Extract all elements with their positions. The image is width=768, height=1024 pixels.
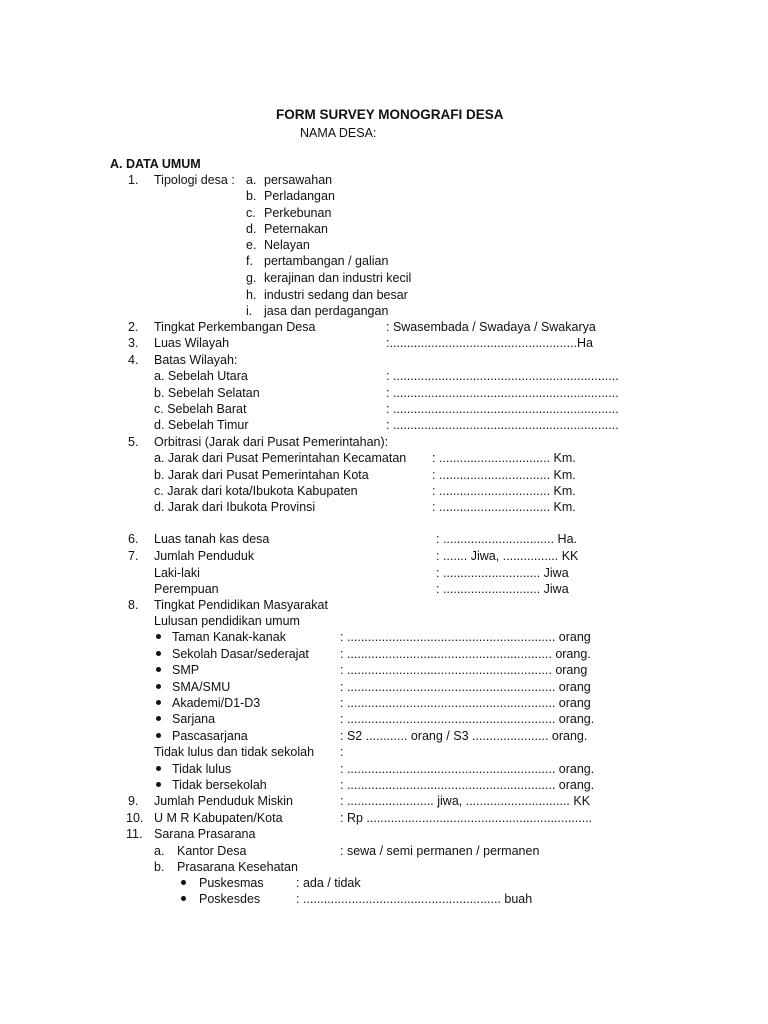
not-graduated-colon: : xyxy=(340,745,344,759)
village-land-label: Luas tanah kas desa xyxy=(154,532,270,546)
section-heading: A. DATA UMUM xyxy=(110,157,201,171)
education-row-value: : ............................................................ orang. xyxy=(340,762,595,776)
development-level-value: : Swasembada / Swadaya / Swakarya xyxy=(386,320,596,334)
item-number: 11. xyxy=(126,827,143,841)
option-text: Perkebunan xyxy=(264,206,332,220)
option-text: Perladangan xyxy=(264,189,335,203)
not-graduated-label: Tidak lulus dan tidak sekolah xyxy=(154,745,315,759)
item-number: 9. xyxy=(128,794,139,808)
education-row-value: : ........................................................... orang. xyxy=(340,647,591,661)
option-letter: i. xyxy=(246,304,253,318)
boundary-row-label: b. Sebelah Selatan xyxy=(154,386,260,400)
item-number: 1. xyxy=(128,173,139,187)
distance-row-value: : ................................ Km. xyxy=(432,500,576,514)
health-row-label: Poskesdes xyxy=(199,892,261,906)
bullet-icon xyxy=(156,761,161,777)
distance-row-value: : ................................ Km. xyxy=(432,451,576,465)
distance-row-value: : ................................ Km. xyxy=(432,468,576,482)
education-row-label: Sarjana xyxy=(172,712,216,726)
option-letter: h. xyxy=(246,288,257,302)
distance-row-label: d. Jarak dari Ibukota Provinsi xyxy=(154,500,316,514)
education-row-value: : ............................................................ orang xyxy=(340,696,591,710)
boundary-label: Batas Wilayah: xyxy=(154,353,238,367)
health-facilities-label: Prasarana Kesehatan xyxy=(177,860,298,874)
female-label: Perempuan xyxy=(154,582,219,596)
item-number: 4. xyxy=(128,353,139,367)
education-row-value: : S2 ............ orang / S3 ...................... orang. xyxy=(340,729,588,743)
bullet-icon xyxy=(181,875,186,891)
bullet-icon xyxy=(156,662,161,678)
option-letter: d. xyxy=(246,222,257,236)
item-number: 5. xyxy=(128,435,139,449)
area-value: :......................................................Ha xyxy=(386,336,593,350)
education-row-label: Taman Kanak-kanak xyxy=(172,630,286,644)
education-row-value: : ............................................................ orang. xyxy=(340,778,595,792)
distance-row-label: b. Jarak dari Pusat Pemerintahan Kota xyxy=(154,468,369,482)
bullet-icon xyxy=(156,679,161,695)
education-row-value: : ............................................................ orang xyxy=(340,680,591,694)
education-row-label: Akademi/D1-D3 xyxy=(172,696,261,710)
boundary-row-value: : ................................................................. xyxy=(386,386,619,400)
boundary-row-label: a. Sebelah Utara xyxy=(154,369,248,383)
education-label: Tingkat Pendidikan Masyarakat xyxy=(154,598,328,612)
item-number: 8. xyxy=(128,598,139,612)
min-wage-value: : Rp ................................................................. xyxy=(340,811,593,825)
education-row-label: SMA/SMU xyxy=(172,680,231,694)
education-row-value: : ............................................................ orang xyxy=(340,630,591,644)
item-number: 2. xyxy=(128,320,139,334)
poor-population-value: : ......................... jiwa, .............................. KK xyxy=(340,794,591,808)
development-level-label: Tingkat Perkembangan Desa xyxy=(154,320,316,334)
item-number: 6. xyxy=(128,532,139,546)
bullet-icon xyxy=(156,711,161,727)
population-label: Jumlah Penduduk xyxy=(154,549,255,563)
option-text: jasa dan perdagangan xyxy=(264,304,389,318)
boundary-row-label: c. Sebelah Barat xyxy=(154,402,247,416)
bullet-icon xyxy=(156,728,161,744)
village-office-value: : sewa / semi permanen / permanen xyxy=(340,844,540,858)
form-title: FORM SURVEY MONOGRAFI DESA xyxy=(276,107,504,122)
bullet-icon xyxy=(156,777,161,793)
boundary-row-label: d. Sebelah Timur xyxy=(154,418,249,432)
item-number: 3. xyxy=(128,336,139,350)
poor-population-label: Jumlah Penduduk Miskin xyxy=(154,794,293,808)
option-text: industri sedang dan besar xyxy=(264,288,408,302)
option-text: Peternakan xyxy=(264,222,328,236)
graduates-label: Lulusan pendidikan umum xyxy=(154,614,300,628)
education-row-label: Sekolah Dasar/sederajat xyxy=(172,647,309,661)
education-row-value: : ........................................................... orang xyxy=(340,663,588,677)
health-row-value: : ada / tidak xyxy=(296,876,361,890)
option-text: Nelayan xyxy=(264,238,310,252)
health-row-value: : ......................................................... buah xyxy=(296,892,533,906)
education-row-label: Tidak lulus xyxy=(172,762,232,776)
education-row-value: : ............................................................ orang. xyxy=(340,712,595,726)
distance-row-label: a. Jarak dari Pusat Pemerintahan Kecamatan xyxy=(154,451,407,465)
bullet-icon xyxy=(181,891,186,907)
population-value: : ....... Jiwa, ................ KK xyxy=(436,549,579,563)
area-label: Luas Wilayah xyxy=(154,336,230,350)
boundary-row-value: : ................................................................. xyxy=(386,402,619,416)
item-number: 10. xyxy=(126,811,144,825)
sub-letter: a. xyxy=(154,844,165,858)
bullet-icon xyxy=(156,695,161,711)
min-wage-label: U M R Kabupaten/Kota xyxy=(154,811,283,825)
health-row-label: Puskesmas xyxy=(199,876,264,890)
village-office-label: Kantor Desa xyxy=(177,844,247,858)
typology-label: Tipologi desa : xyxy=(154,173,235,187)
facilities-label: Sarana Prasarana xyxy=(154,827,256,841)
boundary-row-value: : ................................................................. xyxy=(386,369,619,383)
village-land-value: : ................................ Ha. xyxy=(436,532,578,546)
option-letter: g. xyxy=(246,271,257,285)
education-row-label: SMP xyxy=(172,663,200,677)
option-letter: c. xyxy=(246,206,256,220)
education-row-label: Pascasarjana xyxy=(172,729,248,743)
distance-row-label: c. Jarak dari kota/Ibukota Kabupaten xyxy=(154,484,358,498)
male-value: : ............................ Jiwa xyxy=(436,566,569,580)
option-letter: a. xyxy=(246,173,257,187)
orbit-label: Orbitrasi (Jarak dari Pusat Pemerintahan): xyxy=(154,435,389,449)
option-letter: e. xyxy=(246,238,257,252)
bullet-icon xyxy=(156,646,161,662)
male-label: Laki-laki xyxy=(154,566,200,580)
village-name-label: NAMA DESA: xyxy=(300,126,377,140)
option-letter: f. xyxy=(246,254,253,268)
option-text: pertambangan / galian xyxy=(264,254,389,268)
sub-letter: b. xyxy=(154,860,165,874)
option-letter: b. xyxy=(246,189,257,203)
option-text: kerajinan dan industri kecil xyxy=(264,271,412,285)
education-row-label: Tidak bersekolah xyxy=(172,778,267,792)
option-text: persawahan xyxy=(264,173,333,187)
item-number: 7. xyxy=(128,549,139,563)
boundary-row-value: : ................................................................. xyxy=(386,418,619,432)
female-value: : ............................ Jiwa xyxy=(436,582,569,596)
distance-row-value: : ................................ Km. xyxy=(432,484,576,498)
bullet-icon xyxy=(156,629,161,645)
